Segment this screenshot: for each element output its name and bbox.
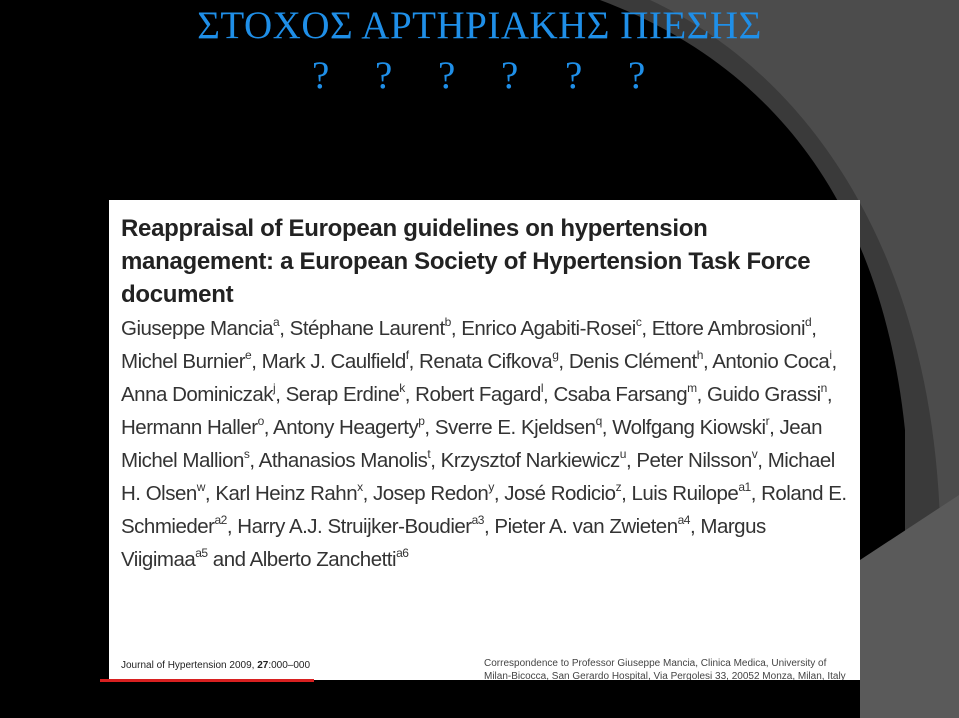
author-separator: , bbox=[696, 383, 708, 406]
author-separator: , bbox=[558, 350, 569, 373]
author-name: Harry A.J. Struijker-Boudier bbox=[237, 515, 472, 538]
author-name: José Rodicio bbox=[504, 482, 616, 505]
author-separator: , bbox=[831, 350, 837, 373]
journal-highlight-underline bbox=[100, 679, 314, 682]
author-name: Margus Viigimaa bbox=[121, 515, 766, 571]
author-entry bbox=[636, 449, 767, 472]
author-entry bbox=[461, 317, 652, 340]
author-affiliation-mark: a1 bbox=[738, 480, 751, 494]
journal-pages: :000–000 bbox=[268, 660, 311, 671]
author-separator: , bbox=[424, 416, 435, 439]
author-separator: , bbox=[279, 317, 290, 340]
author-affiliation-mark: a2 bbox=[214, 513, 227, 527]
author-name: Anna Dominiczak bbox=[121, 383, 274, 406]
author-affiliation-mark: o bbox=[257, 414, 264, 428]
author-entry bbox=[215, 482, 373, 505]
author-entry bbox=[612, 416, 779, 439]
author-affiliation-mark: p bbox=[418, 414, 425, 428]
author-name: Luis Ruilope bbox=[631, 482, 739, 505]
author-entry bbox=[707, 383, 832, 406]
question-mark: ? bbox=[375, 54, 393, 97]
author-separator: , bbox=[251, 350, 262, 373]
author-affiliation-mark: f bbox=[405, 348, 409, 362]
slide-title: ΣΤΟΧΟΣ ΑΡΤΗΡΙΑΚΗΣ ΠΙΕΣΗΣ bbox=[197, 4, 762, 47]
author-entry bbox=[435, 416, 612, 439]
paper-title: Reappraisal of European guidelines on hypertension management: a European Society of Hypertension Task Force document bbox=[121, 215, 811, 308]
author-affiliation-mark: g bbox=[552, 348, 559, 362]
author-entry bbox=[441, 449, 637, 472]
journal-year: 2009, bbox=[226, 660, 258, 671]
author-entry bbox=[504, 482, 631, 505]
author-separator: , bbox=[769, 416, 780, 439]
correspondence-note: Correspondence to Professor Giuseppe Mancia, Clinica Medica, University of Milan-Bicocca, San Gerardo Hospital, Via Pergolesi 33, 20052 Monza, Milan, Italy bbox=[484, 658, 846, 680]
author-affiliation-mark: v bbox=[751, 447, 758, 461]
author-affiliation-mark: i bbox=[829, 348, 832, 362]
author-name: Jean Michel Mallion bbox=[121, 416, 822, 472]
author-entry bbox=[652, 317, 817, 340]
author-affiliation-mark: a bbox=[273, 315, 280, 329]
author-separator: , bbox=[263, 416, 274, 439]
author-affiliation-mark: h bbox=[696, 348, 703, 362]
author-separator: and bbox=[207, 548, 250, 571]
author-name: Karl Heinz Rahn bbox=[215, 482, 358, 505]
author-entry bbox=[121, 317, 290, 340]
author-entry bbox=[290, 317, 462, 340]
author-name: Serap Erdine bbox=[285, 383, 400, 406]
author-name: Josep Redon bbox=[373, 482, 489, 505]
question-mark: ? bbox=[438, 54, 456, 97]
author-separator: , bbox=[811, 317, 817, 340]
author-separator: , bbox=[249, 449, 259, 472]
author-separator: , bbox=[641, 317, 652, 340]
author-entry bbox=[250, 548, 409, 571]
journal-citation bbox=[121, 660, 310, 671]
author-affiliation-mark: a3 bbox=[471, 513, 484, 527]
author-name: Wolfgang Kiowski bbox=[612, 416, 766, 439]
author-affiliation-mark: t bbox=[427, 447, 431, 461]
author-name: Antonio Coca bbox=[712, 350, 830, 373]
author-affiliation-mark: n bbox=[820, 381, 827, 395]
author-name: Mark J. Caulfield bbox=[261, 350, 406, 373]
author-affiliation-mark: d bbox=[805, 315, 812, 329]
question-mark: ? bbox=[565, 54, 583, 97]
author-affiliation-mark: w bbox=[196, 480, 205, 494]
author-entry bbox=[419, 350, 569, 373]
author-entry bbox=[259, 449, 441, 472]
author-separator: , bbox=[450, 317, 462, 340]
author-name: Pieter A. van Zwieten bbox=[494, 515, 678, 538]
author-affiliation-mark: r bbox=[765, 414, 770, 428]
author-list bbox=[121, 312, 851, 576]
author-name: Sverre E. Kjeldsen bbox=[434, 416, 596, 439]
author-name: Guido Grassi bbox=[707, 383, 821, 406]
journal-name: Journal of Hypertension bbox=[121, 660, 227, 671]
author-affiliation-mark: x bbox=[357, 480, 363, 494]
author-name: Robert Fagard bbox=[415, 383, 541, 406]
author-affiliation-mark: m bbox=[687, 381, 697, 395]
author-affiliation-mark: y bbox=[488, 480, 494, 494]
author-name: Roland E. Schmieder bbox=[121, 482, 847, 538]
author-affiliation-mark: z bbox=[615, 480, 622, 494]
author-affiliation-mark: a6 bbox=[396, 546, 409, 560]
author-name: Renata Cifkova bbox=[419, 350, 553, 373]
author-affiliation-mark: e bbox=[245, 348, 252, 362]
author-entry bbox=[373, 482, 504, 505]
author-entry bbox=[712, 350, 836, 373]
author-entry bbox=[262, 350, 419, 373]
author-separator: , bbox=[408, 350, 420, 373]
author-separator: , bbox=[226, 515, 238, 538]
author-name: Enrico Agabiti-Rosei bbox=[461, 317, 636, 340]
author-separator: , bbox=[689, 515, 701, 538]
author-affiliation-mark: l bbox=[540, 381, 544, 395]
author-affiliation-mark: u bbox=[619, 447, 626, 461]
author-name: Michael H. Olsen bbox=[121, 449, 835, 505]
author-affiliation-mark: j bbox=[273, 381, 276, 395]
author-affiliation-mark: b bbox=[444, 315, 451, 329]
journal-volume: 27 bbox=[257, 660, 269, 671]
author-name: Ettore Ambrosioni bbox=[651, 317, 806, 340]
author-name: Csaba Farsang bbox=[553, 383, 688, 406]
author-entry bbox=[494, 515, 700, 538]
author-separator: , bbox=[543, 383, 554, 406]
author-entry bbox=[569, 350, 712, 373]
author-entry bbox=[121, 350, 262, 373]
author-entry bbox=[286, 383, 416, 406]
author-name: Peter Nilsson bbox=[636, 449, 752, 472]
author-affiliation-mark: a4 bbox=[677, 513, 690, 527]
author-separator: , bbox=[702, 350, 713, 373]
paper-excerpt bbox=[109, 200, 860, 680]
author-entry bbox=[121, 416, 273, 439]
author-affiliation-mark: a5 bbox=[195, 546, 208, 560]
author-name: Giuseppe Mancia bbox=[121, 317, 274, 340]
question-mark: ? bbox=[312, 54, 330, 97]
author-separator: , bbox=[601, 416, 613, 439]
author-entry bbox=[121, 383, 286, 406]
author-separator: , bbox=[625, 449, 637, 472]
author-affiliation-mark: s bbox=[243, 447, 250, 461]
author-name: Antony Heagerty bbox=[273, 416, 419, 439]
author-entry bbox=[553, 383, 707, 406]
author-separator: , bbox=[493, 482, 505, 505]
author-affiliation-mark: c bbox=[635, 315, 642, 329]
author-name: Stéphane Laurent bbox=[289, 317, 445, 340]
author-name: Michel Burnier bbox=[121, 350, 246, 373]
author-entry bbox=[415, 383, 553, 406]
author-name: Hermann Haller bbox=[121, 416, 258, 439]
author-name: Athanasios Manolis bbox=[258, 449, 428, 472]
question-mark: ? bbox=[628, 54, 646, 97]
author-separator: , bbox=[404, 383, 416, 406]
author-separator: , bbox=[757, 449, 768, 472]
author-separator: , bbox=[430, 449, 441, 472]
author-name: Alberto Zanchetti bbox=[249, 548, 397, 571]
author-separator: , bbox=[204, 482, 216, 505]
author-separator: , bbox=[750, 482, 762, 505]
author-affiliation-mark: q bbox=[595, 414, 602, 428]
author-separator: , bbox=[826, 383, 833, 406]
author-name: Krzysztof Narkiewicz bbox=[440, 449, 620, 472]
author-entry bbox=[632, 482, 762, 505]
author-entry bbox=[237, 515, 494, 538]
author-affiliation-mark: k bbox=[399, 381, 405, 395]
question-mark: ? bbox=[501, 54, 519, 97]
author-separator: , bbox=[362, 482, 373, 505]
author-entry bbox=[273, 416, 435, 439]
author-separator: , bbox=[483, 515, 495, 538]
author-name: Denis Clément bbox=[568, 350, 697, 373]
author-separator: , bbox=[621, 482, 632, 505]
author-separator: , bbox=[275, 383, 286, 406]
